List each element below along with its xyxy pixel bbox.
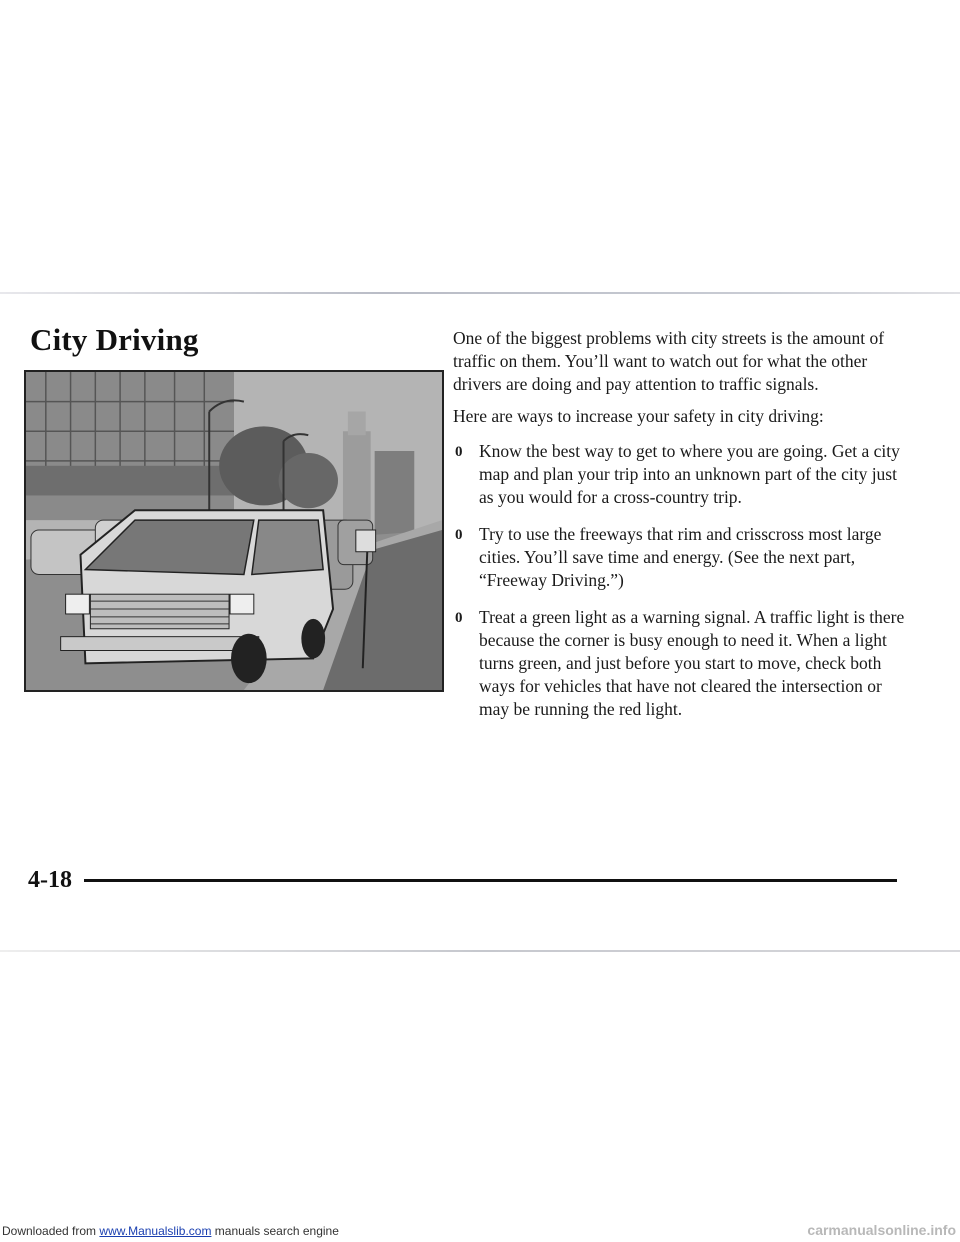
section-title: City Driving [30, 322, 199, 357]
list-item-text: Know the best way to get to where you are going. Get a city map and plan your trip into an unknown part of the city just as you would for a cross-country trip. [479, 441, 900, 507]
list-item [453, 440, 908, 509]
city-traffic-illustration [24, 370, 444, 692]
list-item [453, 606, 908, 721]
page-number: 4-18 [28, 867, 72, 893]
bullet-icon: 0 [455, 527, 463, 543]
intro-paragraph: One of the biggest problems with city streets is the amount of traffic on them. You’ll want to watch out for what the other drivers are doing and pay attention to traffic signals. [453, 328, 885, 394]
watermark-text: carmanualsonline.info [807, 1222, 956, 1238]
van-in-traffic-drawing [26, 372, 442, 690]
list-item-text: Try to use the freeways that rim and crisscross most large cities. You’ll save time and energy. (See the next part, “Freeway Driving.”) [479, 524, 882, 590]
watermark-bar [0, 1222, 960, 1242]
download-notice [2, 1224, 339, 1238]
page-top-rule [0, 292, 960, 294]
bullet-icon: 0 [455, 610, 463, 626]
list-item [453, 523, 908, 592]
lead-paragraph: Here are ways to increase your safety in city driving: [453, 406, 824, 426]
download-suffix: manuals search engine [214, 1224, 339, 1238]
download-prefix: Downloaded from [2, 1224, 97, 1238]
page-bottom-rule [0, 950, 960, 952]
bullet-icon: 0 [455, 444, 463, 460]
manualslib-link[interactable]: www.Manualslib.com [99, 1224, 212, 1238]
footer-rule [84, 879, 897, 882]
list-item-text: Treat a green light as a warning signal. A traffic light is there because the corner is busy enough to need it. When a light turns green, and just before you start to move, check both ways for vehicles that have not cleared the intersection or may be running the red light. [479, 607, 905, 719]
safety-tips-list [453, 440, 908, 721]
body-text-column [453, 327, 908, 735]
